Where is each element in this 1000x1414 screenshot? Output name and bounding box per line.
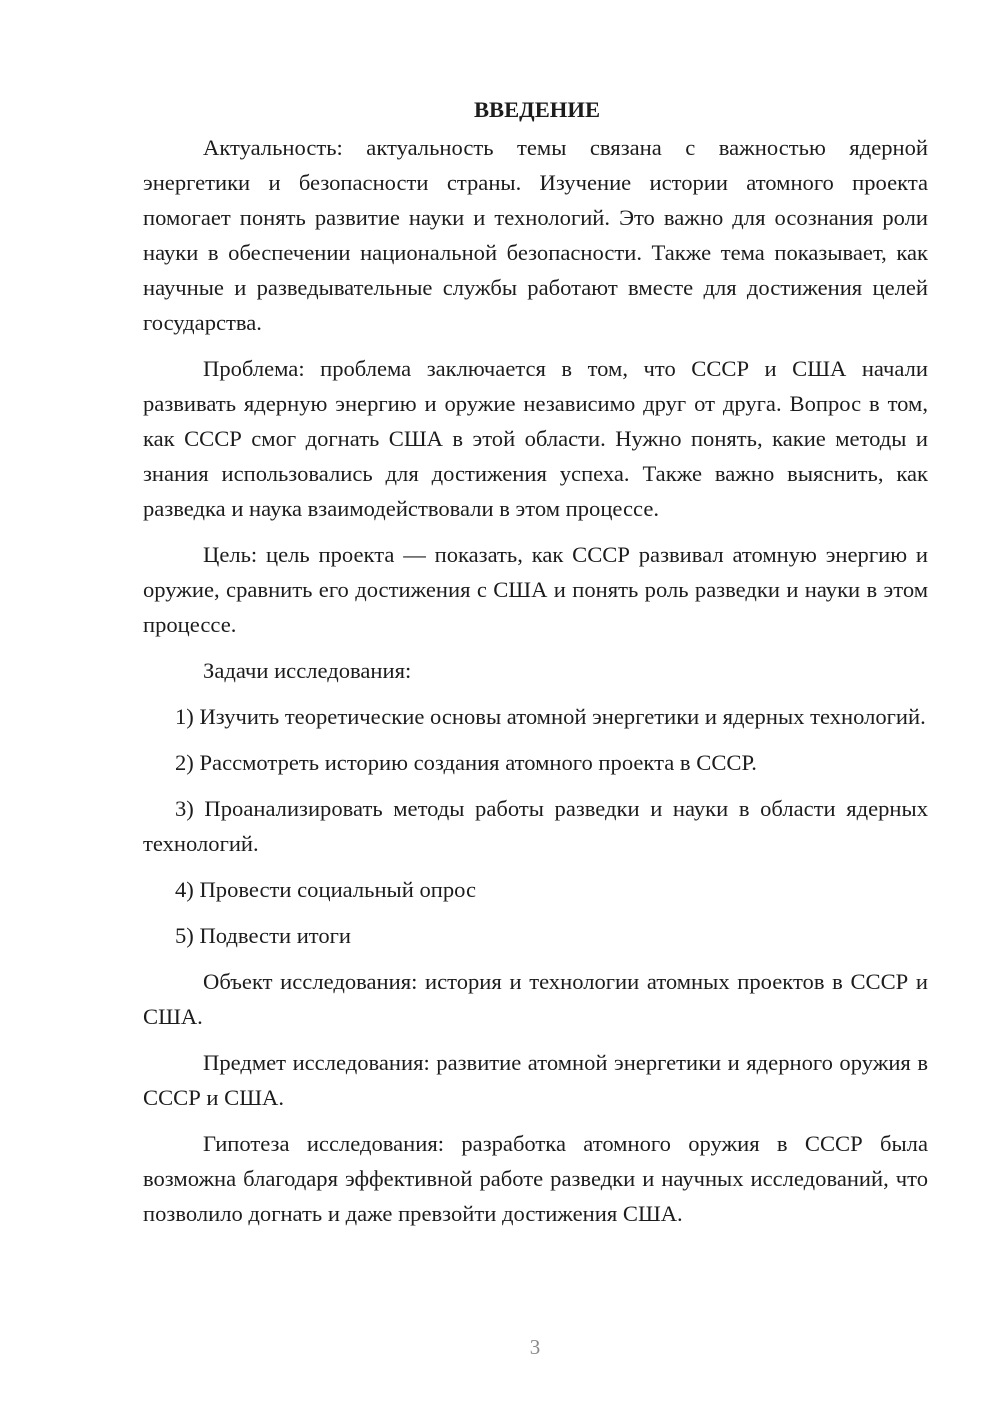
task-item-5: 5) Подвести итоги bbox=[175, 923, 352, 948]
task-item-1: 1) Изучить теоретические основы атомной энергетики и ядерных технологий. bbox=[175, 704, 926, 729]
object-paragraph: Объект исследования: история и технологии атомных проектов в СССР и США. bbox=[143, 969, 928, 1029]
task-item-2: 2) Рассмотреть историю создания атомного проекта в СССР. bbox=[175, 750, 757, 775]
goal-paragraph: Цель: цель проекта — показать, как СССР развивал атомную энергию и оружие, сравнить его достижения с США и понять роль разведки и науки в этом процессе. bbox=[143, 542, 928, 637]
tasks-heading: Задачи исследования: bbox=[203, 658, 412, 683]
relevance-paragraph: Актуальность: актуальность темы связана с важностью ядерной энергетики и безопасности страны. Изучение истории атомного проекта помогает понять развитие науки и технологий. Это важно для осознания роли науки в обеспечении национальной безопасности. Также тема показывает, как научные и разведывательные службы работают вместе для достижения целей государства. bbox=[143, 135, 928, 335]
problem-paragraph: Проблема: проблема заключается в том, что СССР и США начали развивать ядерную энергию и оружие независимо друг от друга. Вопрос в том, как СССР смог догнать США в этой области. Нужно понять, какие методы и знания использовались для достижения успеха. Также важно выяснить, как разведка и наука взаимодействовали в этом процессе. bbox=[143, 356, 928, 521]
section-heading: ВВЕДЕНИЕ bbox=[473, 97, 601, 122]
subject-paragraph: Предмет исследования: развитие атомной энергетики и ядерного оружия в СССР и США. bbox=[143, 1050, 928, 1110]
hypothesis-paragraph: Гипотеза исследования: разработка атомного оружия в СССР была возможна благодаря эффективной работе разведки и научных исследований, что позволило догнать и даже превзойти достижения США. bbox=[143, 1131, 928, 1226]
task-item-4: 4) Провести социальный опрос bbox=[175, 877, 477, 902]
page-number: 3 bbox=[529, 1335, 541, 1359]
task-item-3: 3) Проанализировать методы работы разведки и науки в области ядерных технологий. bbox=[143, 796, 928, 856]
